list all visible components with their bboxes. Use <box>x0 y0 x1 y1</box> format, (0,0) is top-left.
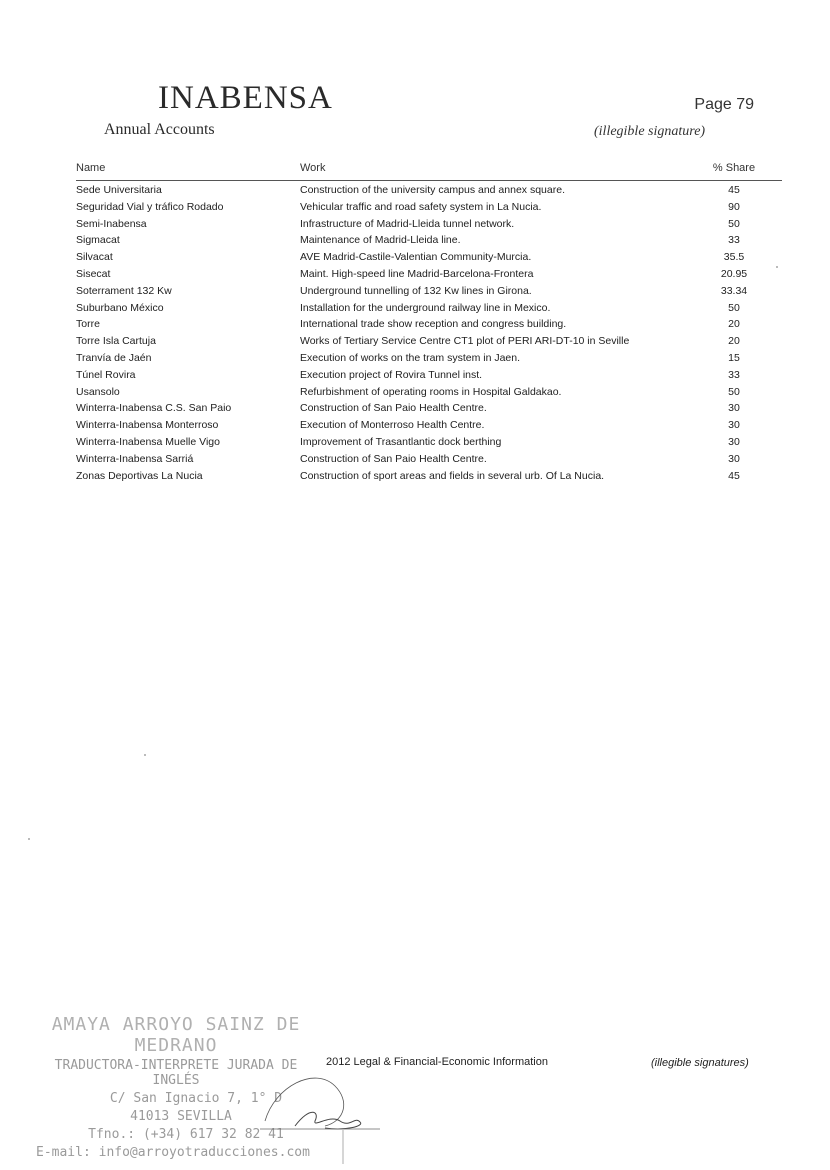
cell-name: Winterra-Inabensa Muelle Vigo <box>76 435 220 448</box>
cell-name: Soterrament 132 Kw <box>76 284 172 297</box>
table-row <box>76 416 782 433</box>
cell-name: Suburbano México <box>76 301 164 314</box>
stamp-title: TRADUCTORA-INTERPRETE JURADA DE INGLÉS <box>54 1058 298 1088</box>
column-header-share: % Share <box>712 162 756 174</box>
handwritten-signature <box>255 1066 395 1166</box>
cell-name: Torre Isla Cartuja <box>76 335 156 348</box>
cell-work: Maintenance of Madrid-Lleida line. <box>300 234 461 247</box>
cell-work: Construction of San Paio Health Centre. <box>300 402 487 415</box>
cell-name: Silvacat <box>76 251 113 264</box>
cell-share: 50 <box>728 385 740 398</box>
cell-work: Execution of works on the tram system in Jaen. <box>300 351 521 364</box>
cell-share: 30 <box>728 452 740 465</box>
table-row <box>76 433 782 450</box>
cell-name: Sigmacat <box>76 234 120 247</box>
scan-speck <box>776 266 778 268</box>
cell-name: Sede Universitaria <box>76 184 162 196</box>
cell-share: 45 <box>728 184 740 196</box>
cell-work: Execution project of Rovira Tunnel inst. <box>300 368 483 381</box>
column-header-name: Name <box>76 162 106 174</box>
table-row <box>76 399 782 416</box>
cell-name: Sisecat <box>76 267 111 280</box>
table-row <box>76 467 782 484</box>
cell-work: International trade show reception and congress building. <box>300 318 567 331</box>
table-row <box>76 215 782 232</box>
stamp-phone: Tfno.: (+34) 617 32 82 41 <box>88 1127 284 1142</box>
signature-note: (illegible signature) <box>594 124 706 139</box>
cell-work: Improvement of Trasantlantic dock berthing <box>300 435 502 448</box>
stamp-city: 41013 SEVILLA <box>130 1109 232 1124</box>
cell-work: Infrastructure of Madrid-Lleida tunnel network. <box>300 217 515 230</box>
cell-name: Zonas Deportivas La Nucia <box>76 469 203 482</box>
stamp-address: C/ San Ignacio 7, 1° D <box>109 1091 283 1106</box>
cell-work: Construction of San Paio Health Centre. <box>300 452 487 465</box>
cell-share: 35.5 <box>723 251 745 264</box>
table-row <box>76 248 782 265</box>
table-row <box>76 315 782 332</box>
shares-table <box>76 160 782 483</box>
scan-speck <box>144 754 146 756</box>
cell-share: 20 <box>728 335 740 348</box>
cell-name: Winterra-Inabensa Monterroso <box>76 419 219 432</box>
cell-work: AVE Madrid-Castile-Valentian Community-Murcia. <box>300 251 532 264</box>
cell-share: 20.95 <box>720 267 748 280</box>
footer-text: 2012 Legal & Financial-Economic Information <box>326 1056 548 1068</box>
cell-name: Semi-Inabensa <box>76 217 147 230</box>
company-logo: INABENSA <box>158 80 333 116</box>
page-number: Page 79 <box>694 96 754 113</box>
table-row <box>76 265 782 282</box>
cell-name: Usansolo <box>76 385 120 398</box>
cell-share: 33.34 <box>720 284 748 297</box>
stamp-name: AMAYA ARROYO SAINZ DE MEDRANO <box>51 1014 301 1056</box>
cell-share: 50 <box>728 301 740 314</box>
cell-share: 30 <box>728 419 740 432</box>
table-body <box>76 181 782 483</box>
table-row <box>76 332 782 349</box>
document-subtitle: Annual Accounts <box>104 121 215 138</box>
footer-signature-note: (illegible signatures) <box>651 1057 749 1069</box>
cell-work: Execution of Monterroso Health Centre. <box>300 419 485 432</box>
cell-share: 50 <box>728 217 740 230</box>
cell-work: Construction of sport areas and fields in several urb. Of La Nucia. <box>300 469 605 482</box>
cell-work: Maint. High-speed line Madrid-Barcelona-Frontera <box>300 267 534 280</box>
cell-work: Installation for the underground railway line in Mexico. <box>300 301 551 314</box>
cell-name: Torre <box>76 318 100 331</box>
cell-share: 33 <box>728 234 740 247</box>
cell-name: Tranvía de Jaén <box>76 351 152 364</box>
cell-share: 45 <box>728 469 740 482</box>
cell-share: 90 <box>728 200 740 213</box>
cell-share: 15 <box>728 351 740 364</box>
cell-work: Works of Tertiary Service Centre CT1 plot of PERI ARI-DT-10 in Seville <box>300 335 630 348</box>
cell-work: Underground tunnelling of 132 Kw lines in Girona. <box>300 284 532 297</box>
table-row <box>76 299 782 316</box>
table-row <box>76 198 782 215</box>
table-header <box>76 160 782 181</box>
table-row <box>76 450 782 467</box>
cell-share: 20 <box>728 318 740 331</box>
table-row <box>76 366 782 383</box>
cell-name: Seguridad Vial y tráfico Rodado <box>76 200 224 213</box>
table-row <box>76 383 782 400</box>
table-row <box>76 349 782 366</box>
cell-name: Winterra-Inabensa Sarriá <box>76 452 194 465</box>
cell-name: Winterra-Inabensa C.S. San Paio <box>76 402 232 415</box>
cell-share: 30 <box>728 435 740 448</box>
scan-speck <box>28 838 30 840</box>
cell-work: Construction of the university campus and annex square. <box>300 184 565 196</box>
cell-share: 30 <box>728 402 740 415</box>
table-row <box>76 181 782 198</box>
cell-work: Refurbishment of operating rooms in Hospital Galdakao. <box>300 385 562 398</box>
table-row <box>76 231 782 248</box>
table-row <box>76 282 782 299</box>
stamp-email: E-mail: info@arroyotraducciones.com <box>36 1145 310 1160</box>
column-header-work: Work <box>300 162 326 174</box>
cell-work: Vehicular traffic and road safety system in La Nucia. <box>300 200 542 213</box>
cell-share: 33 <box>728 368 740 381</box>
cell-name: Túnel Rovira <box>76 368 136 381</box>
